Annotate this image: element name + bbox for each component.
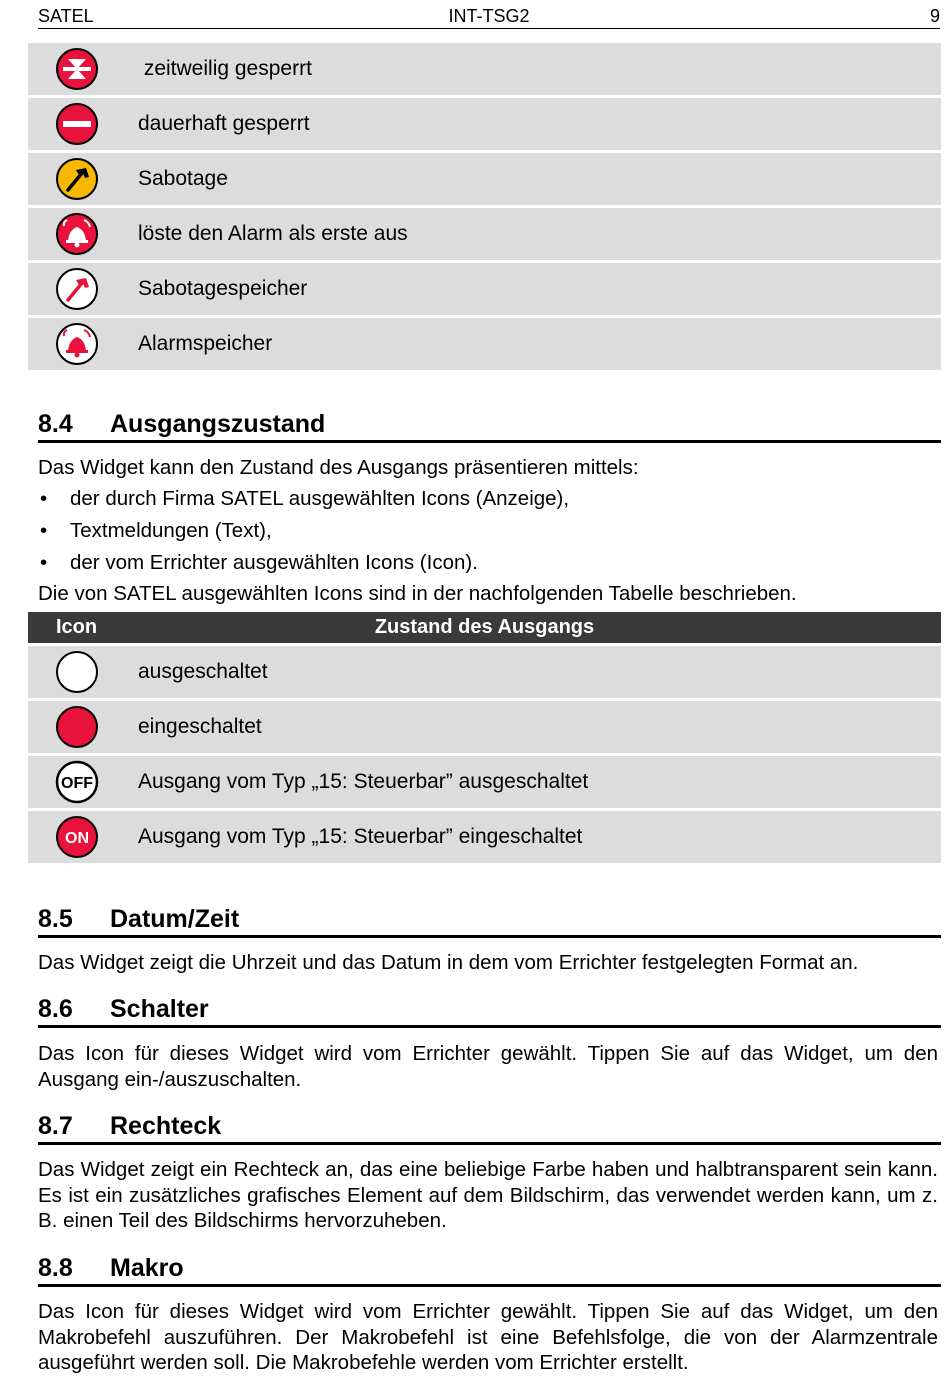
bullet-icon: • — [40, 487, 48, 510]
section-heading-8-7 — [38, 1112, 941, 1145]
section-title: Ausgangszustand — [110, 410, 326, 438]
table-row — [28, 701, 941, 753]
row-label: löste den Alarm als erste aus — [138, 222, 408, 245]
column-header-icon: Icon — [56, 616, 98, 638]
table-header — [28, 612, 941, 643]
row-label: ausgeschaltet — [138, 660, 268, 683]
table-row — [28, 646, 941, 698]
list-item — [38, 483, 938, 515]
page-header — [38, 6, 940, 29]
table-row — [28, 756, 941, 808]
table-row — [28, 811, 941, 863]
list-item-text: der durch Firma SATEL ausgewählten Icons (Anzeige), — [70, 487, 570, 510]
table-row — [28, 153, 941, 205]
on-badge-text: ON — [65, 830, 89, 847]
table-row — [28, 208, 941, 260]
table-row — [28, 43, 941, 95]
paragraph: Die von SATEL ausgewählten Icons sind in der nachfolgenden Tabelle beschrieben. — [38, 582, 797, 605]
permanently-blocked-icon — [55, 102, 99, 146]
section-heading-8-8 — [38, 1254, 941, 1287]
column-header-state: Zustand des Ausgangs — [374, 616, 595, 638]
section-title: Datum/Zeit — [110, 905, 240, 933]
paragraph: Das Icon für dieses Widget wird vom Errichter gewählt. Tippen Sie auf das Widget, um den Makrobefehl auszuführen. Der Makrobefehl ist eine Befehlsfolge, die von der Alarmzentrale ausgeführt werden soll. Die Makrobefehle werden vom Errichter erstellt. — [38, 1300, 938, 1374]
bullet-icon: • — [40, 551, 48, 574]
tamper-memory-icon — [55, 267, 99, 311]
section-number: 8.8 — [38, 1254, 73, 1282]
table-row — [28, 98, 941, 150]
on-badge-icon — [55, 815, 99, 859]
row-label: Sabotagespeicher — [138, 277, 308, 300]
output-on-circle-icon — [55, 705, 99, 749]
header-product: INT-TSG2 — [448, 6, 530, 26]
paragraph: Das Icon für dieses Widget wird vom Errichter gewählt. Tippen Sie auf das Widget, um den Ausgang ein-/auszuschalten. — [38, 1042, 938, 1091]
table-row — [28, 318, 941, 370]
row-label: zeitweilig gesperrt — [138, 57, 312, 80]
off-badge-icon — [55, 760, 99, 804]
bullet-list — [38, 483, 938, 579]
section-heading-8-5 — [38, 905, 941, 938]
temporarily-blocked-icon — [55, 47, 99, 91]
section-number: 8.7 — [38, 1112, 73, 1140]
row-label: dauerhaft gesperrt — [138, 112, 310, 135]
row-label: Ausgang vom Typ „15: Steuerbar” ausgeschaltet — [138, 770, 589, 793]
tamper-icon — [55, 157, 99, 201]
table-row — [28, 263, 941, 315]
paragraph: Das Widget kann den Zustand des Ausgangs präsentieren mittels: — [38, 456, 639, 479]
section-number: 8.5 — [38, 905, 73, 933]
output-state-table — [28, 612, 941, 866]
first-alarm-icon — [55, 212, 99, 256]
bullet-icon: • — [40, 519, 48, 542]
section-title: Makro — [110, 1254, 184, 1282]
row-label: Sabotage — [138, 167, 228, 190]
off-badge-text: OFF — [61, 775, 93, 792]
list-item — [38, 547, 938, 579]
list-item-text: der vom Errichter ausgewählten Icons (Icon). — [70, 551, 478, 574]
paragraph: Das Widget zeigt ein Rechteck an, das eine beliebige Farbe haben und halbtransparent sein kann. Es ist ein zusätzliches grafisches Element auf dem Bildschirm, das verwendet werden kann, um z. B. einen Teil des Bildschirms hervorzuheben. — [38, 1158, 938, 1232]
row-label: eingeschaltet — [138, 715, 262, 738]
section-heading-8-6 — [38, 995, 941, 1028]
row-label: Ausgang vom Typ „15: Steuerbar” eingeschaltet — [138, 825, 583, 848]
page-number: 9 — [929, 6, 940, 26]
list-item — [38, 515, 938, 547]
row-label: Alarmspeicher — [138, 332, 273, 355]
list-item-text: Textmeldungen (Text), — [70, 519, 272, 542]
output-off-circle-icon — [55, 650, 99, 694]
alarm-memory-icon — [55, 322, 99, 366]
section-title: Rechteck — [110, 1112, 222, 1140]
section-number: 8.4 — [38, 410, 73, 438]
header-brand: SATEL — [38, 6, 94, 26]
zone-state-table — [28, 43, 941, 373]
section-number: 8.6 — [38, 995, 73, 1023]
section-title: Schalter — [110, 995, 209, 1023]
section-heading-8-4 — [38, 410, 941, 443]
paragraph: Das Widget zeigt die Uhrzeit und das Datum in dem vom Errichter festgelegten Format an. — [38, 951, 859, 974]
